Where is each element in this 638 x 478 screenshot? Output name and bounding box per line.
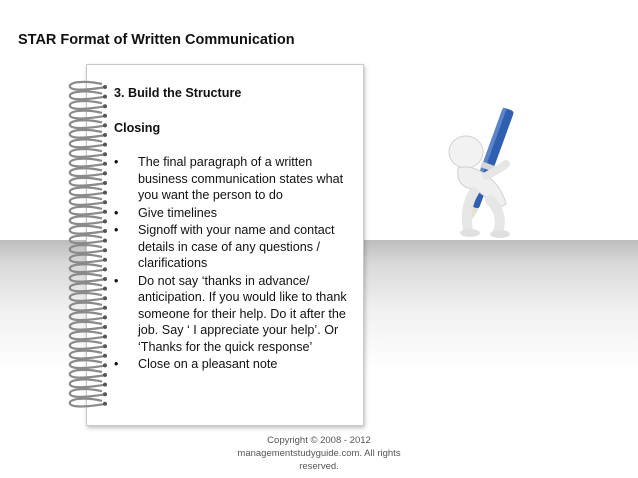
binding-hole bbox=[103, 363, 107, 367]
spiral-ring bbox=[70, 111, 106, 119]
spiral-ring bbox=[70, 178, 106, 186]
bullet-icon: • bbox=[114, 357, 119, 371]
bullet-text: The final paragraph of a written business communication states what you want the person to do bbox=[138, 155, 344, 202]
spiral-ring bbox=[70, 120, 106, 128]
bullet-text: Give timelines bbox=[138, 205, 218, 220]
binding-hole bbox=[103, 239, 107, 243]
binding-hole bbox=[103, 315, 107, 319]
spiral-ring bbox=[70, 264, 106, 272]
spiral-ring bbox=[70, 207, 106, 215]
list-item bbox=[114, 154, 359, 204]
binding-hole bbox=[103, 219, 107, 223]
spiral-rings-icon bbox=[58, 80, 112, 410]
binding-hole bbox=[103, 325, 107, 329]
spiral-ring bbox=[70, 283, 106, 291]
spiral-ring bbox=[70, 139, 106, 147]
binding-hole bbox=[103, 392, 107, 396]
spiral-ring bbox=[70, 130, 106, 138]
spiral-ring bbox=[70, 226, 106, 234]
bullet-icon: • bbox=[114, 205, 119, 220]
spiral-ring bbox=[70, 331, 106, 339]
spiral-ring bbox=[70, 197, 106, 205]
binding-hole bbox=[103, 229, 107, 233]
binding-hole bbox=[103, 104, 107, 108]
spiral-ring bbox=[70, 312, 106, 320]
binding-hole bbox=[103, 258, 107, 262]
bullet-text: Signoff with your name and contact details in case of any questions / clarifications bbox=[138, 223, 335, 270]
spiral-ring bbox=[70, 399, 106, 407]
spiral-ring bbox=[70, 187, 106, 195]
binding-hole bbox=[103, 277, 107, 281]
binding-hole bbox=[103, 306, 107, 310]
spiral-ring bbox=[70, 293, 106, 301]
bullet-list bbox=[114, 154, 359, 373]
spiral-ring bbox=[70, 101, 106, 109]
binding-hole bbox=[103, 123, 107, 127]
spiral-ring bbox=[70, 168, 106, 176]
spiral-ring bbox=[70, 149, 106, 157]
bullet-icon: • bbox=[114, 273, 119, 288]
binding-hole bbox=[103, 143, 107, 147]
section-subheading: Closing bbox=[114, 120, 161, 135]
spiral-ring bbox=[70, 91, 106, 99]
binding-hole bbox=[103, 85, 107, 89]
binding-hole bbox=[103, 171, 107, 175]
spiral-ring bbox=[70, 274, 106, 282]
figure-with-pen-icon bbox=[428, 104, 546, 240]
binding-hole bbox=[103, 373, 107, 377]
spiral-ring bbox=[70, 351, 106, 359]
binding-hole bbox=[103, 95, 107, 99]
binding-hole bbox=[103, 287, 107, 291]
spiral-ring bbox=[70, 322, 106, 330]
spiral-ring bbox=[70, 216, 106, 224]
list-item bbox=[114, 205, 359, 222]
binding-hole bbox=[103, 383, 107, 387]
spiral-ring bbox=[70, 303, 106, 311]
binding-hole bbox=[103, 191, 107, 195]
binding-hole bbox=[103, 344, 107, 348]
spiral-ring bbox=[70, 389, 106, 397]
binding-hole bbox=[103, 248, 107, 252]
section-heading: 3. Build the Structure bbox=[114, 86, 242, 100]
notepad-content bbox=[114, 85, 359, 374]
spiral-ring bbox=[70, 255, 106, 263]
binding-hole bbox=[103, 354, 107, 358]
spiral-ring bbox=[70, 159, 106, 167]
copyright-notice: Copyright © 2008 - 2012 managementstudyguide.com. All rights reserved. bbox=[237, 435, 401, 472]
binding-hole bbox=[103, 267, 107, 271]
spiral-ring bbox=[70, 235, 106, 243]
spiral-ring bbox=[70, 360, 106, 368]
spiral-ring bbox=[70, 341, 106, 349]
list-item bbox=[114, 273, 359, 356]
list-item bbox=[114, 222, 359, 272]
binding-hole bbox=[103, 152, 107, 156]
binding-hole bbox=[103, 181, 107, 185]
binding-hole bbox=[103, 114, 107, 118]
binding-hole bbox=[103, 210, 107, 214]
bullet-text: Close on a pleasant note bbox=[138, 357, 278, 371]
slide-title: STAR Format of Written Communication bbox=[18, 32, 295, 48]
bullet-icon: • bbox=[114, 223, 119, 237]
spiral-ring bbox=[70, 379, 106, 387]
spiral-ring bbox=[70, 245, 106, 253]
binding-hole bbox=[103, 335, 107, 339]
bullet-text: Do not say ‘thanks in advance/ anticipation. If you would like to thank someone for their help. Do it after the job. Say ‘ I appreciate your help’. Or ‘Thanks for the quick response’ bbox=[138, 273, 347, 354]
bullet-icon: • bbox=[114, 155, 119, 169]
binding-hole bbox=[103, 200, 107, 204]
binding-hole bbox=[103, 133, 107, 137]
spiral-ring bbox=[70, 370, 106, 378]
list-item bbox=[114, 356, 359, 373]
binding-hole bbox=[103, 162, 107, 166]
binding-hole bbox=[103, 402, 107, 406]
spiral-ring bbox=[70, 82, 106, 90]
binding-hole bbox=[103, 296, 107, 300]
